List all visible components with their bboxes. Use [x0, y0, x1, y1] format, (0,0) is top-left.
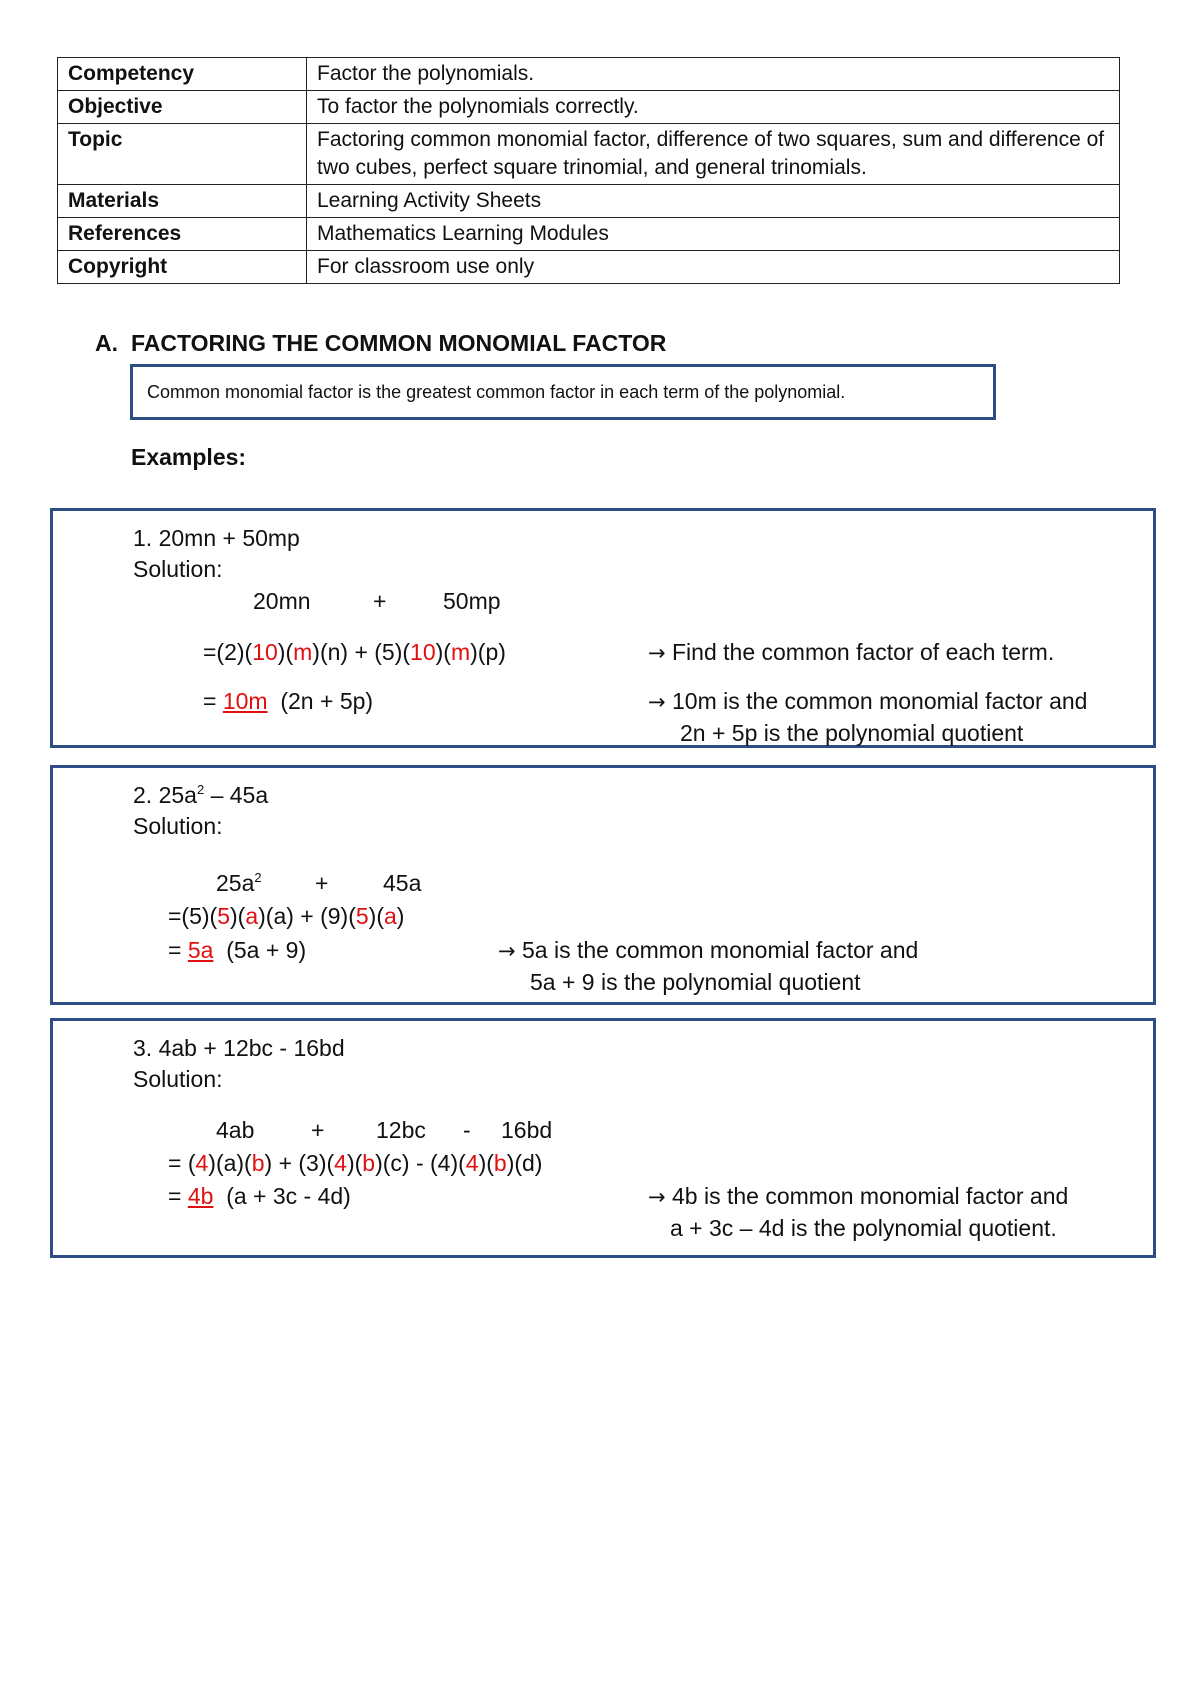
table-key: Copyright	[58, 251, 307, 284]
arrow-icon: →	[648, 641, 666, 665]
example-box-1	[50, 508, 1156, 748]
example-problem: 1. 20mn + 50mp	[133, 525, 300, 551]
table-row	[58, 124, 1120, 185]
operator: +	[315, 870, 329, 896]
note: 5a + 9 is the polynomial quotient	[530, 969, 861, 995]
table-value: Factor the polynomials.	[307, 58, 1120, 91]
factored-line: =(5)(5)(a)(a) + (9)(5)(a)	[168, 903, 405, 929]
factored-line: =(2)(10)(m)(n) + (5)(10)(m)(p)	[203, 639, 506, 665]
table-key: Topic	[58, 124, 307, 185]
definition-box: Common monomial factor is the greatest common factor in each term of the polynomial.	[130, 364, 996, 420]
example-box-2	[50, 765, 1156, 1005]
table-key: Objective	[58, 91, 307, 124]
term: 16bd	[501, 1117, 553, 1143]
result-line: = 4b (a + 3c - 4d)	[168, 1183, 351, 1209]
note: → 5a is the common monomial factor and	[498, 937, 919, 963]
examples-label: Examples:	[131, 444, 247, 470]
operator: +	[373, 588, 387, 614]
table-value: Learning Activity Sheets	[307, 185, 1120, 218]
arrow-icon: →	[648, 1185, 666, 1209]
solution-label: Solution:	[133, 813, 223, 839]
gcf-value: 10m	[222, 688, 268, 714]
note: → Find the common factor of each term.	[648, 639, 1055, 665]
result-line: = 5a (5a + 9)	[168, 937, 307, 963]
section-title: FACTORING THE COMMON MONOMIAL FACTOR	[131, 330, 667, 356]
solution-label: Solution:	[133, 556, 223, 582]
factored-line: = (4)(a)(b) + (3)(4)(b)(c) - (4)(4)(b)(d)	[168, 1150, 543, 1176]
example-box-3	[50, 1018, 1156, 1258]
table-value: Factoring common monomial factor, difference of two squares, sum and difference of two cubes, perfect square trinomial, and general trinomials.	[307, 124, 1120, 185]
table-row	[58, 91, 1120, 124]
term: 20mn	[253, 588, 311, 614]
term: 45a	[383, 870, 422, 896]
arrow-icon: →	[648, 690, 666, 714]
term: 50mp	[443, 588, 501, 614]
table-key: Materials	[58, 185, 307, 218]
table-row	[58, 251, 1120, 284]
arrow-icon: →	[498, 939, 516, 963]
table-value: To factor the polynomials correctly.	[307, 91, 1120, 124]
table-row	[58, 218, 1120, 251]
section-heading	[95, 330, 666, 357]
solution-label: Solution:	[133, 1066, 223, 1092]
section-letter: A.	[95, 330, 118, 356]
table-row	[58, 58, 1120, 91]
note: 2n + 5p is the polynomial quotient	[680, 720, 1024, 746]
note: → 10m is the common monomial factor and	[648, 688, 1088, 714]
term: $25a^2$	[216, 870, 262, 896]
table-key: Competency	[58, 58, 307, 91]
table-value: For classroom use only	[307, 251, 1120, 284]
term: 4ab	[216, 1117, 255, 1143]
gcf-value: 5a	[187, 937, 214, 963]
result-line: = 10m (2n + 5p)	[203, 688, 374, 714]
gcf-value: 4b	[187, 1183, 214, 1209]
info-table	[57, 57, 1120, 284]
example-problem: 2. $25a^2 - 45a$	[133, 782, 269, 808]
term: 12bc	[376, 1117, 426, 1143]
table-row	[58, 185, 1120, 218]
table-value: Mathematics Learning Modules	[307, 218, 1120, 251]
example-problem: 3. 4ab + 12bc - 16bd	[133, 1035, 345, 1061]
operator: +	[311, 1117, 325, 1143]
note: → 4b is the common monomial factor and	[648, 1183, 1069, 1209]
table-key: References	[58, 218, 307, 251]
operator: -	[463, 1117, 471, 1143]
note: a + 3c – 4d is the polynomial quotient.	[670, 1215, 1057, 1241]
